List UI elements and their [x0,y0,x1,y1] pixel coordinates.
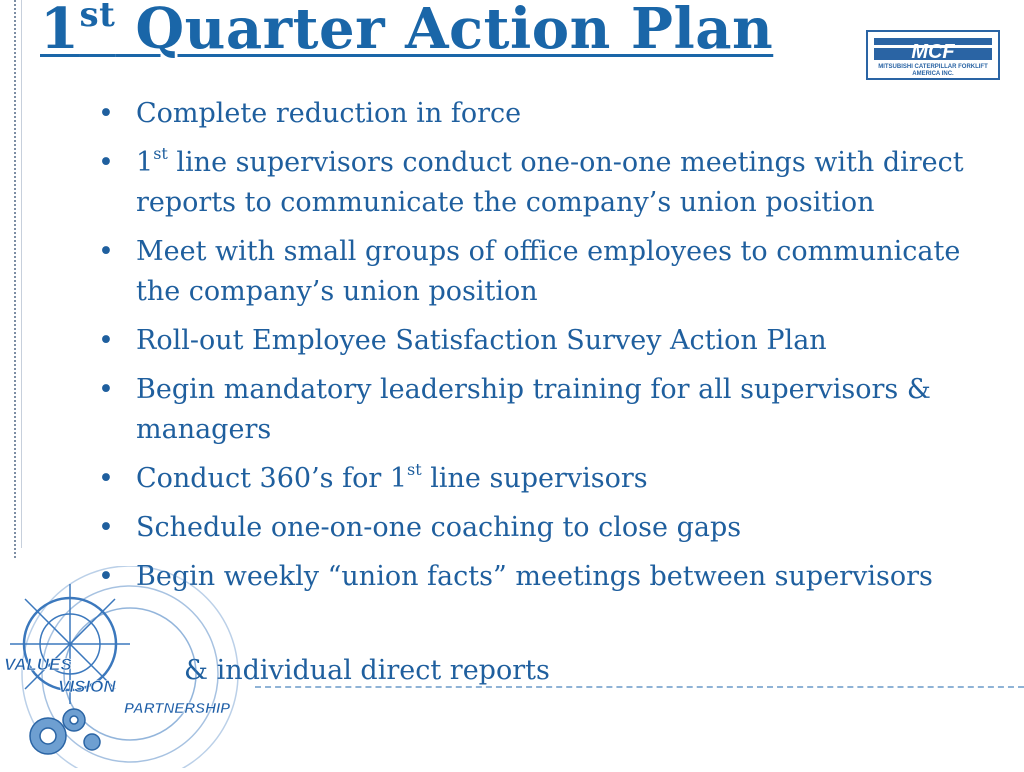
bullet-text: Begin mandatory leadership training for all supervisors & managers [136,374,931,445]
bullet-superscript: st [153,144,168,163]
bullet-text: Roll-out Employee Satisfaction Survey Action Plan [136,325,827,356]
bullet-dot: • [98,463,114,494]
bullet-item [96,459,1006,499]
bullet-item [96,370,1006,450]
bullet-item [96,508,1006,548]
slide-title [40,0,773,62]
bullet-item [96,321,1006,361]
bullet-text: Meet with small groups of office employees to communicate the company’s union position [136,236,961,307]
frame-line-left-inner [21,0,22,548]
emblem-values: VALUES [4,655,72,674]
bullet-item [96,143,1006,223]
bullet-dot: • [98,325,114,356]
gear-icon [30,709,100,754]
bullet-dot: • [98,561,114,592]
bullet-superscript: st [407,460,422,479]
bullet-continuation: & individual direct reports [184,655,550,686]
bullet-dot: • [98,147,114,178]
bullet-text [136,144,964,218]
title-superscript: st [79,0,116,35]
bullet-dot: • [98,236,114,267]
bullet-list [96,94,1006,606]
bullet-text: Complete reduction in force [136,98,522,129]
bullet-dot: • [98,374,114,405]
values-vision-partnership-emblem [0,566,275,768]
logo-mark: MCF [911,41,955,63]
bullet-text: Begin weekly “union facts” meetings between supervisors [136,561,933,592]
bullet-text-post: line supervisors [421,463,648,494]
emblem-partnership: PARTNERSHIP [124,700,231,717]
bullet-dot: • [98,512,114,543]
logo-line2: AMERICA INC. [912,71,954,77]
bullet-text: Schedule one-on-one coaching to close gaps [136,512,742,543]
bullet-number: 1 [136,147,154,178]
bullet-text-rest: line supervisors conduct one-on-one meetings with direct reports to communicate the company’s union position [136,147,964,218]
bullet-text-pre: Conduct 360’s for 1 [136,463,408,494]
emblem-vision: VISION [58,677,116,696]
mcf-logo [866,30,1000,80]
logo-line1: MITSUBISHI CATERPILLAR FORKLIFT [878,64,988,70]
bullet-dot: • [98,98,114,129]
bullet-item [96,232,1006,312]
frame-line-left [14,0,16,558]
bullet-text [136,460,648,494]
bullet-item [96,94,1006,134]
title-number: 1 [40,0,80,62]
title-text: Quarter Action Plan [115,0,774,62]
